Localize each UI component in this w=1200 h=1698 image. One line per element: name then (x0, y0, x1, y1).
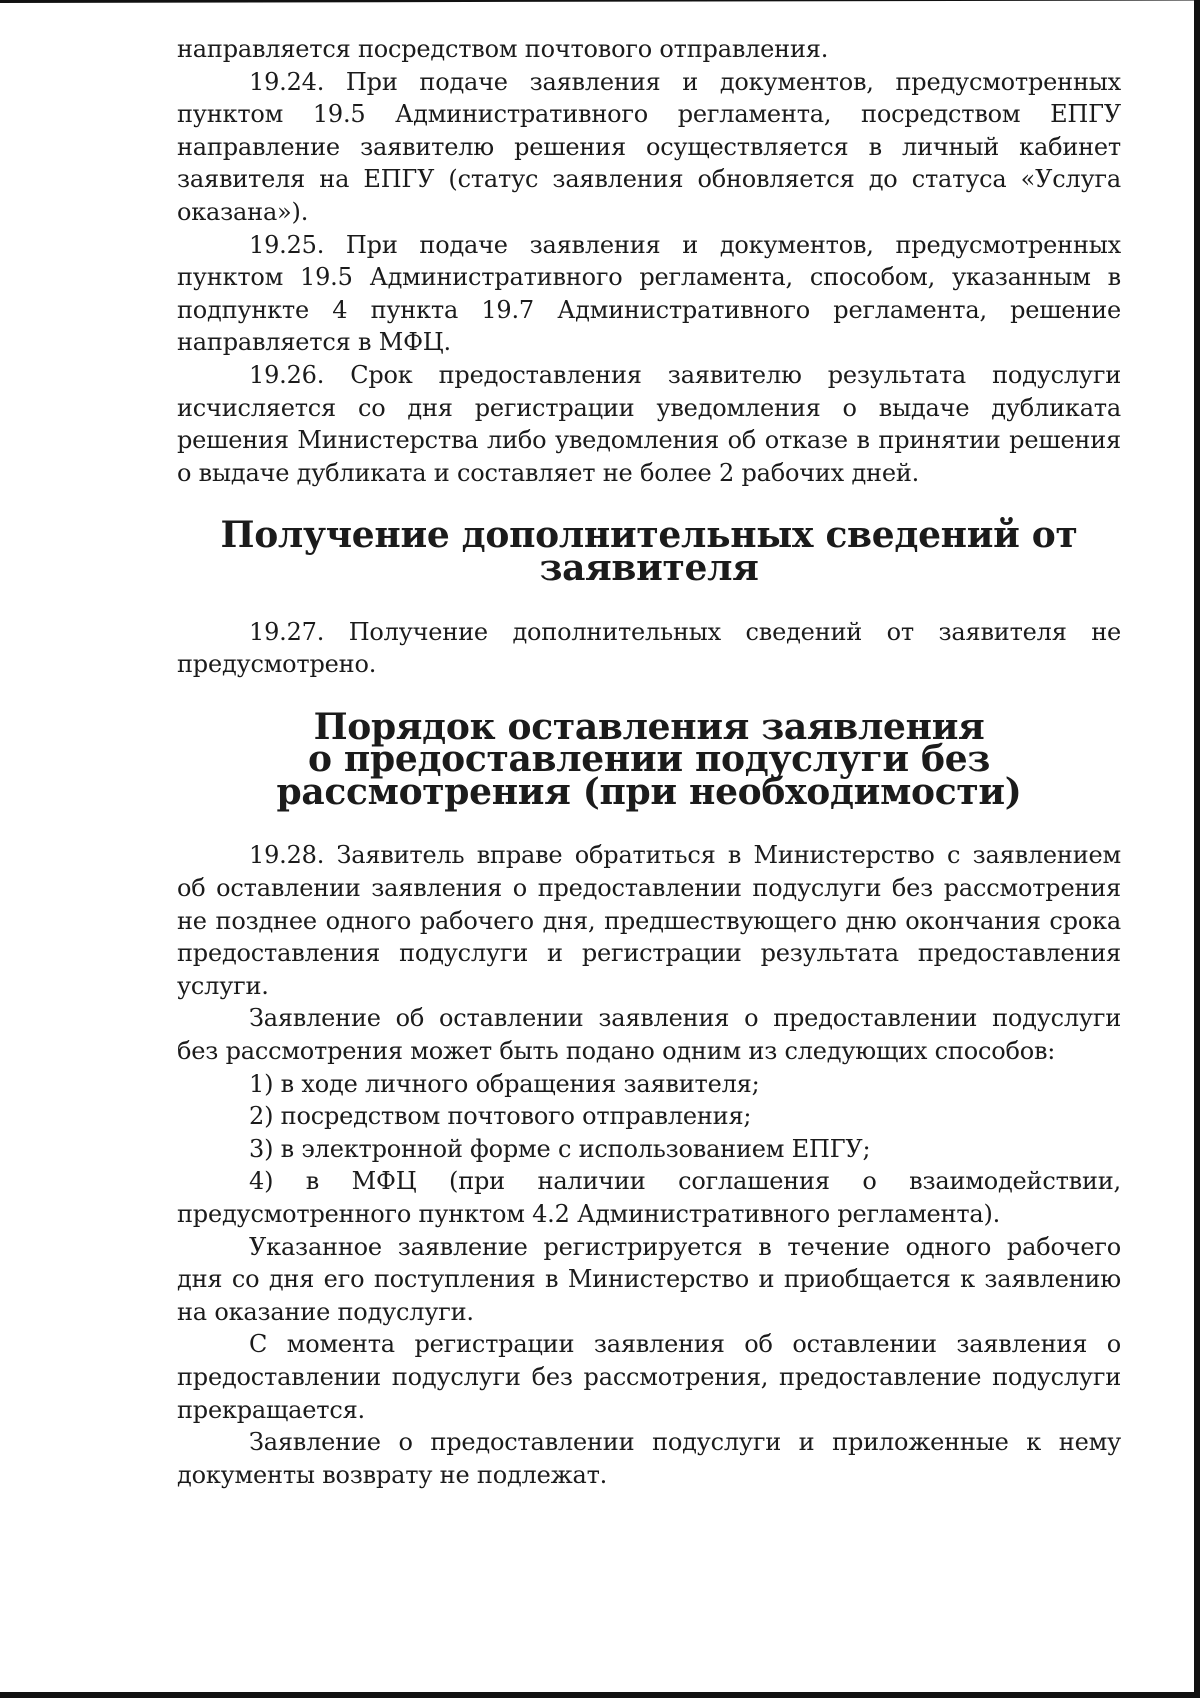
paragraph-submission-methods: Заявление об оставлении заявления о предоставлении подуслуги без рассмотрения может быть подано одним из следующих способов: (177, 1004, 1121, 1066)
scan-edge-bottom (0, 1692, 1200, 1698)
list-item-method-2: 2) посредством почтового отправления; (249, 1102, 752, 1131)
section-heading-withdrawal-line-2: о предоставлении подуслуги без рассмотрения (при необходимости) (276, 738, 1022, 813)
section-heading-additional-info: Получение дополнительных сведений от заявителя (220, 514, 1078, 589)
spacer (177, 808, 1121, 839)
paragraph-no-return: Заявление о предоставлении подуслуги и приложенные к нему документы возврату не подлежат. (177, 1428, 1121, 1489)
paragraph-registration: Указанное заявление регистрируется в течение одного рабочего дня со дня его поступления в Министерство и приобщается к заявлению на оказание подуслуги. (177, 1232, 1121, 1326)
spacer (177, 585, 1121, 616)
list-item-method-1: 1) в ходе личного обращения заявителя; (249, 1069, 760, 1098)
paragraph-continuation: направляется посредством почтового отправления. (177, 35, 829, 63)
list-item-method-4: 4) в МФЦ (при наличии соглашения о взаимодействии, предусмотренного пунктом 4.2 Административного регламента). (177, 1167, 1121, 1228)
paragraph-19-26: 19.26. Срок предоставления заявителю результата подуслуги исчисляется со дня регистрации уведомления о выдаче дубликата решения Министерства либо уведомления об отказе в принятии решения о выдаче дубликата и составляет не более 2 рабочих дней. (177, 360, 1121, 487)
section-heading-withdrawal-line-1: Порядок оставления заявления (313, 705, 985, 748)
paragraph-19-25: 19.25. При подаче заявления и документов, предусмотренных пунктом 19.5 Административного регламента, способом, указанным в подпункте 4 пункта 19.7 Административного регламента, решение направляется в МФЦ. (177, 230, 1121, 357)
paragraph-19-24: 19.24. При подаче заявления и документов, предусмотренных пунктом 19.5 Административного регламента, посредством ЕПГУ направление заявителю решения осуществляется в личный кабинет заявителя на ЕПГУ (статус заявления обновляется до статуса «Услуга оказана»). (177, 67, 1121, 226)
scan-edge-top (0, 0, 1200, 3)
list-item-method-3: 3) в электронной форме с использованием ЕПГУ; (249, 1134, 871, 1163)
paragraph-termination: С момента регистрации заявления об оставлении заявления о предоставлении подуслуги без рассмотрения, предоставление подуслуги прекращается. (177, 1330, 1121, 1424)
document-body (177, 33, 1121, 1491)
paragraph-19-27: 19.27. Получение дополнительных сведений от заявителя не предусмотрено. (177, 617, 1121, 679)
paragraph-19-28: 19.28. Заявитель вправе обратиться в Министерство с заявлением об оставлении заявления о предоставлении подуслуги без рассмотрения не позднее одного рабочего дня, предшествующего дню окончания срока предоставления подуслуги и регистрации результата предоставления услуги. (177, 841, 1121, 1000)
scan-edge-right (1194, 0, 1200, 1698)
